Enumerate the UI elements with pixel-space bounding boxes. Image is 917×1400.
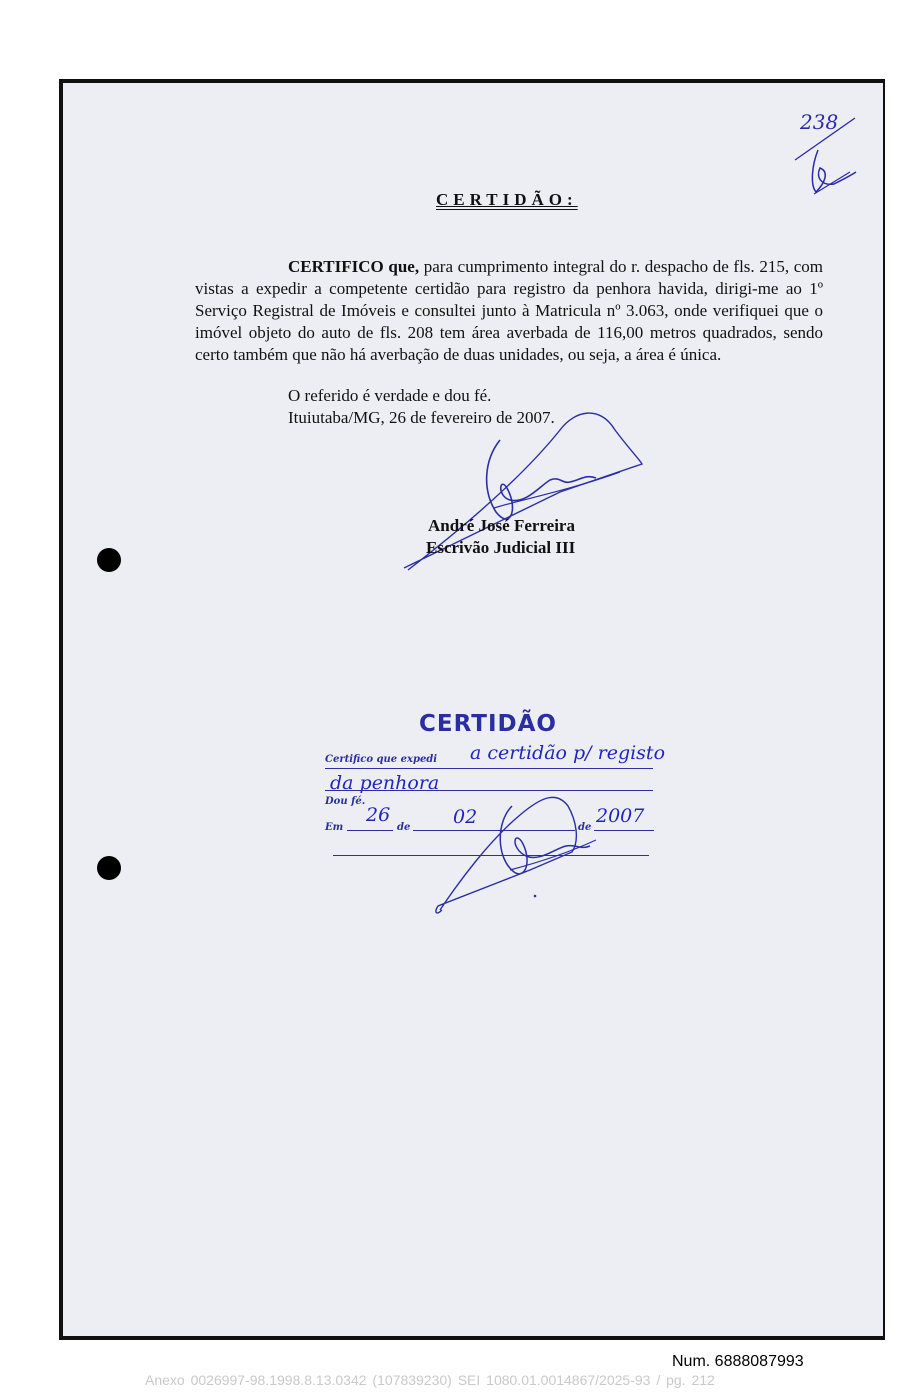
page-number-annotation [790,110,870,200]
stamp-signature-icon [300,730,700,920]
page-number-strokes-icon [790,110,870,200]
stamp-handwritten-line-1: a certidão p/ registo [470,742,666,764]
page-number-text: 238 [800,110,839,134]
stamp-certifico-text: Certifico que expedi [325,754,438,765]
body-lead: CERTIFICO que, [288,257,420,276]
stamp-de-text-1: de [397,822,411,833]
footer-reference: Anexo 0026997-98.1998.8.13.0342 (107839230) SEI 1080.01.0014867/2025-93 / pg. 212 [145,1372,715,1388]
certificate-body [195,256,823,366]
certificate-title: CERTIDÃO: [436,190,578,209]
closing-statement: O referido é verdade e dou fé. [288,386,492,405]
stamp-year: 2007 [596,805,645,827]
stamp-month: 02 [453,806,478,828]
place-and-date: Ituiutaba/MG, 26 de fevereiro de 2007. [288,408,555,427]
punch-hole [97,548,121,572]
footer-document-number: Num. 6888087993 [672,1353,804,1370]
body-text: para cumprimento integral do r. despacho de fls. 215, com vistas a expedir a competente certidão para registro da penhora havida, dirigi-me ao 1º Serviço Registral de Imóveis e consultei junto à Matricula nº 3.063, onde verifiquei que o imóvel objeto do auto de fls. 208 tem área averbada de 116,00 metros quadrados, sendo certo também que não há averbação de duas unidades, ou seja, a área é única. [195,257,823,364]
signer-name: André José Ferreira [428,516,575,535]
stamp-title: CERTIDÃO [419,711,557,737]
stamp-em-text: Em [325,822,344,833]
stamp-de-text-2: de [578,822,592,833]
punch-hole [97,856,121,880]
stamp-handwritten-line-2: da penhora [330,772,440,794]
stamp-dou-fe-text: Dou fé. [325,796,366,807]
stamp-day: 26 [366,804,391,826]
signer-role: Escrivão Judicial III [426,538,576,557]
